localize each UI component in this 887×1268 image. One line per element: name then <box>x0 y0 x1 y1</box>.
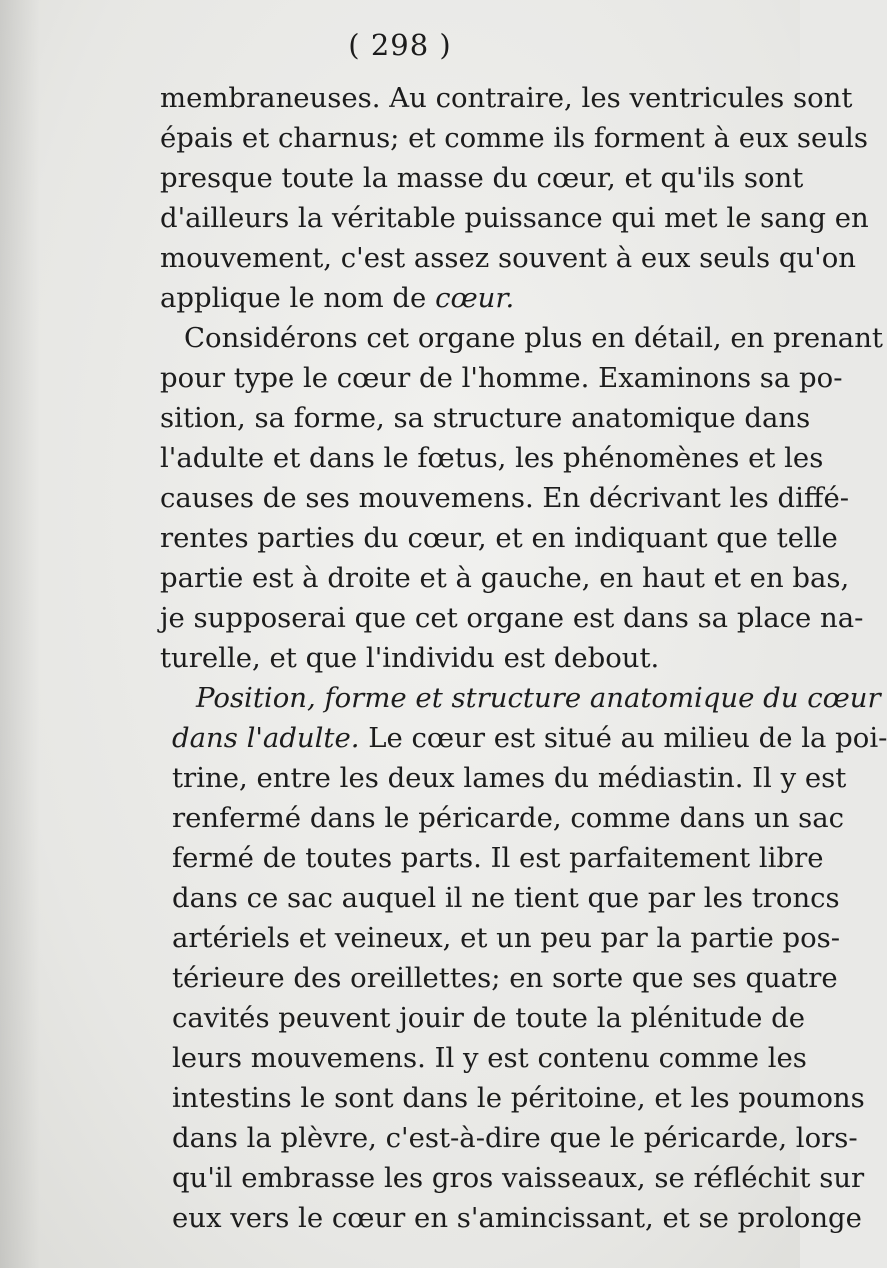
text-line: cavités peuvent jouir de toute la plénitude de <box>172 1002 806 1034</box>
text-line: causes de ses mouvemens. En décrivant les diffé- <box>160 482 850 514</box>
text-line: pour type le cœur de l'homme. Examinons sa po- <box>160 362 843 394</box>
text-span: applique le nom de <box>160 282 427 314</box>
paragraph-start-line: Considérons cet organe plus en détail, en prenant <box>184 322 883 354</box>
section-heading-line: Position, forme et structure anatomique du cœur <box>196 682 881 714</box>
text-line <box>160 278 768 318</box>
page-number: ( 298 ) <box>348 28 452 62</box>
text-line: fermé de toutes parts. Il est parfaitement libre <box>172 842 824 874</box>
text-line: leurs mouvemens. Il y est contenu comme les <box>172 1042 807 1074</box>
text-line: térieure des oreillettes; en sorte que ses quatre <box>172 962 838 994</box>
text-line: artériels et veineux, et un peu par la partie pos- <box>172 922 841 954</box>
text-line: qu'il embrasse les gros vaisseaux, se réfléchit sur <box>172 1162 865 1194</box>
section-heading-end: dans l'adulte. <box>172 722 360 754</box>
text-line: sition, sa forme, sa structure anatomique dans <box>160 402 811 434</box>
text-line: intestins le sont dans le péritoine, et les poumons <box>172 1082 865 1114</box>
text-line: je supposerai que cet organe est dans sa place na- <box>160 602 864 634</box>
text-line <box>172 718 887 758</box>
text-line: mouvement, c'est assez souvent à eux seuls qu'on <box>160 242 856 274</box>
text-line: dans la plèvre, c'est-à-dire que le péricarde, lors- <box>172 1122 858 1154</box>
text-line: dans ce sac auquel il ne tient que par les troncs <box>172 882 840 914</box>
text-line: membraneuses. Au contraire, les ventricules sont <box>160 82 853 114</box>
gutter-shadow <box>0 0 40 1268</box>
text-line: partie est à droite et à gauche, en haut et en bas, <box>160 562 850 594</box>
italic-word: cœur. <box>435 282 515 314</box>
text-line: eux vers le cœur en s'amincissant, et se prolonge <box>172 1202 862 1234</box>
text-line: trine, entre les deux lames du médiastin. Il y est <box>172 762 847 794</box>
text-line: presque toute la masse du cœur, et qu'ils sont <box>160 162 804 194</box>
text-span: Le cœur est situé au milieu de la poi- <box>368 722 887 754</box>
text-line: épais et charnus; et comme ils forment à eux seuls <box>160 122 868 154</box>
text-line: turelle, et que l'individu est debout. <box>160 642 660 674</box>
text-line: d'ailleurs la véritable puissance qui met le sang en <box>160 202 869 234</box>
text-line: renfermé dans le péricarde, comme dans un sac <box>172 802 845 834</box>
text-line: l'adulte et dans le fœtus, les phénomènes et les <box>160 442 824 474</box>
text-line: rentes parties du cœur, et en indiquant que telle <box>160 522 838 554</box>
